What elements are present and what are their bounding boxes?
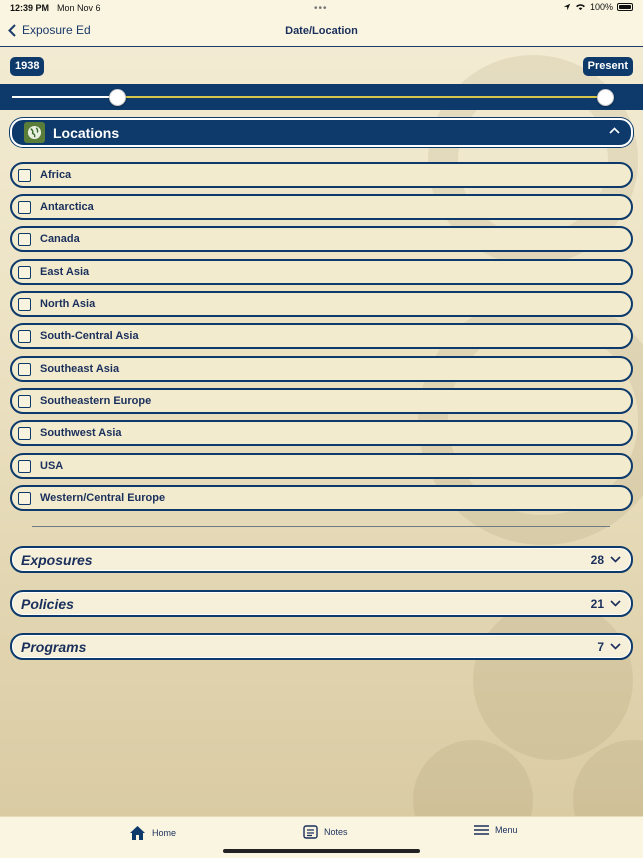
location-item-east-asia[interactable]: [10, 259, 633, 285]
start-year-badge: 1938: [10, 57, 44, 76]
location-checkbox[interactable]: [18, 492, 31, 505]
location-label: Southwest Asia: [40, 427, 122, 439]
location-item-africa[interactable]: [10, 162, 633, 188]
globe-icon: [24, 122, 45, 143]
section-count: 21: [590, 596, 604, 611]
location-item-southwest-asia[interactable]: [10, 420, 633, 446]
location-checkbox[interactable]: [18, 233, 31, 246]
back-button[interactable]: [8, 23, 91, 37]
chevron-down-icon: [610, 556, 621, 563]
location-checkbox[interactable]: [18, 201, 31, 214]
notes-icon: [303, 825, 318, 839]
location-checkbox[interactable]: [18, 427, 31, 440]
end-year-badge: Present: [583, 57, 633, 76]
section-title: Programs: [21, 638, 87, 655]
location-checkbox[interactable]: [18, 266, 31, 279]
location-label: Southeast Asia: [40, 363, 120, 375]
location-checkbox[interactable]: [18, 460, 31, 473]
tab-home[interactable]: [129, 825, 176, 841]
back-button-label: Exposure Ed: [22, 23, 91, 37]
chevron-down-icon: [610, 643, 621, 650]
location-item-antarctica[interactable]: [10, 194, 633, 220]
locations-header[interactable]: [10, 118, 633, 147]
tab-menu-label: Menu: [495, 825, 518, 835]
chevron-down-icon: [610, 600, 621, 607]
location-item-north-asia[interactable]: [10, 291, 633, 317]
battery-percent: 100%: [589, 2, 613, 12]
battery-icon: [617, 3, 633, 11]
location-item-western-central-europe[interactable]: [10, 485, 633, 511]
slider-track-inactive: [12, 96, 117, 98]
section-policies[interactable]: [10, 590, 633, 617]
location-item-canada[interactable]: [10, 226, 633, 252]
location-item-usa[interactable]: [10, 453, 633, 479]
location-label: Antarctica: [40, 201, 94, 213]
navigation-bar: [0, 16, 643, 47]
menu-icon: [474, 825, 489, 835]
section-title: Policies: [21, 595, 74, 612]
chevron-left-icon: [8, 24, 16, 37]
location-checkbox[interactable]: [18, 169, 31, 182]
slider-max-handle[interactable]: [597, 89, 614, 106]
location-label: Africa: [40, 169, 72, 181]
slider-min-handle[interactable]: [109, 89, 126, 106]
section-count: 7: [597, 639, 604, 654]
tab-notes[interactable]: [303, 825, 348, 839]
status-time: 12:39 PM: [10, 3, 50, 13]
location-checkbox[interactable]: [18, 298, 31, 311]
section-divider: [32, 526, 610, 527]
location-label: East Asia: [40, 266, 90, 278]
location-label: Southeastern Europe: [40, 395, 152, 407]
location-checkbox[interactable]: [18, 395, 31, 408]
home-icon: [129, 825, 146, 841]
location-item-southeast-asia[interactable]: [10, 356, 633, 382]
location-label: North Asia: [40, 298, 96, 310]
location-item-southeastern-europe[interactable]: [10, 388, 633, 414]
section-title: Exposures: [21, 551, 93, 568]
home-indicator: [223, 849, 420, 853]
location-label: Canada: [40, 233, 80, 245]
locations-title: Locations: [53, 124, 120, 141]
chevron-up-icon: [609, 127, 620, 134]
section-exposures[interactable]: [10, 546, 633, 573]
location-checkbox[interactable]: [18, 363, 31, 376]
status-bar: [0, 0, 643, 16]
date-range-slider[interactable]: [0, 84, 643, 110]
section-programs[interactable]: [10, 633, 633, 660]
location-label: South-Central Asia: [40, 330, 139, 342]
location-checkbox[interactable]: [18, 330, 31, 343]
wifi-icon: [575, 3, 586, 11]
status-date: Mon Nov 6: [57, 3, 101, 13]
section-count: 28: [590, 552, 604, 567]
location-label: USA: [40, 460, 64, 472]
location-item-south-central-asia[interactable]: [10, 323, 633, 349]
multitask-dots-icon[interactable]: •••: [314, 3, 328, 14]
page-title: Date/Location: [285, 25, 358, 37]
tab-home-label: Home: [152, 828, 177, 838]
tab-notes-label: Notes: [324, 827, 348, 837]
tab-menu[interactable]: [474, 825, 518, 835]
location-label: Western/Central Europe: [40, 492, 166, 504]
slider-track-active: [117, 96, 605, 98]
location-arrow-icon: [563, 3, 571, 11]
